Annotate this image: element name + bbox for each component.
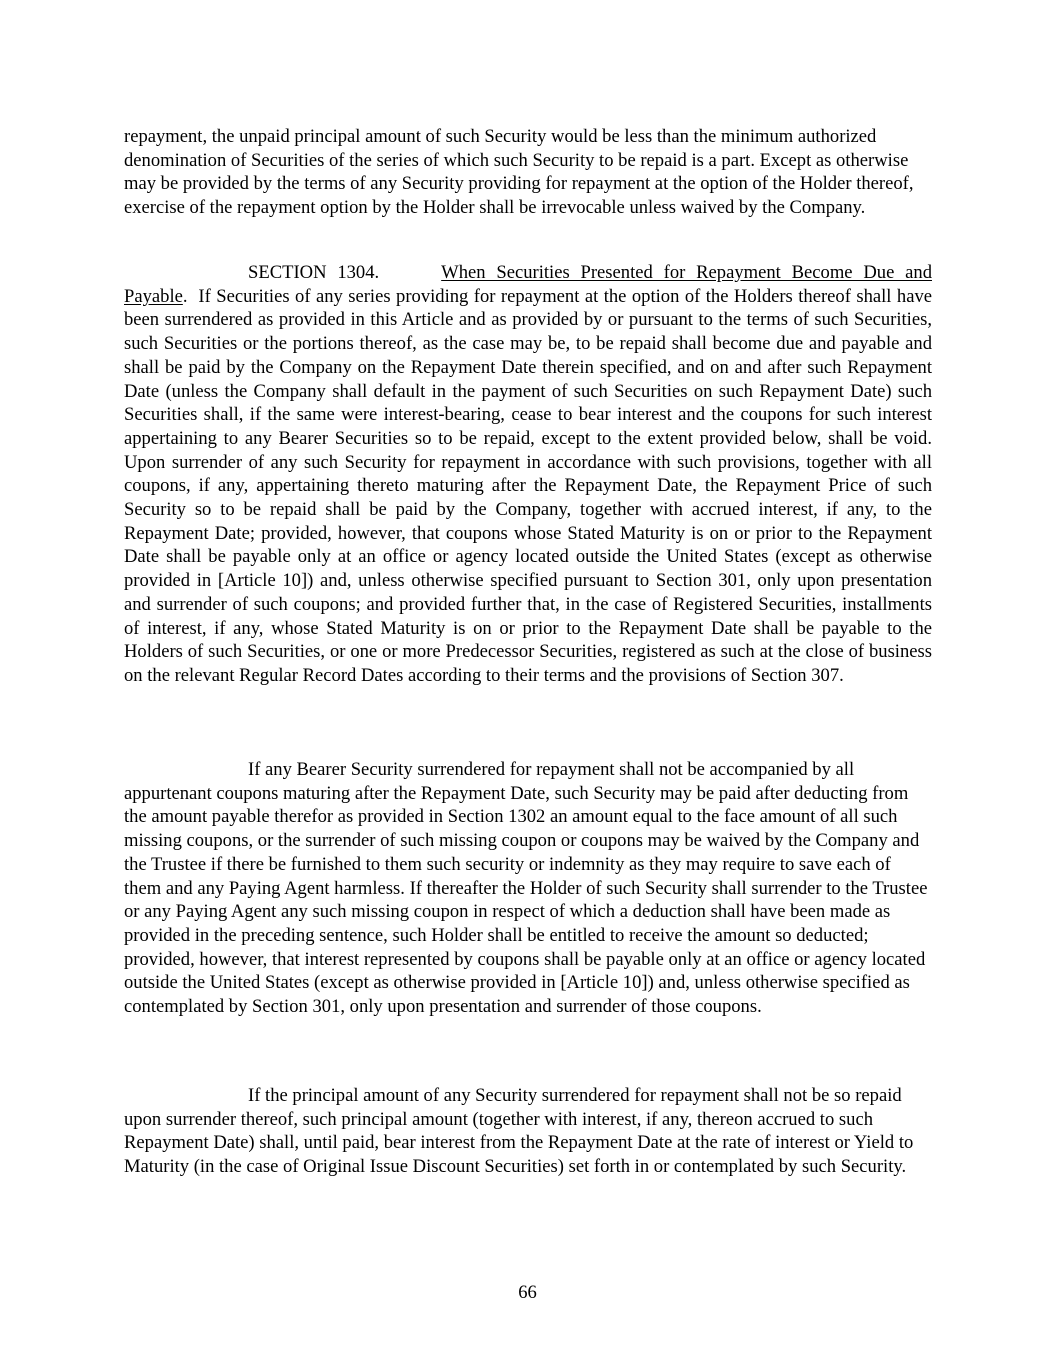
section-1304-paragraph (124, 261, 932, 688)
paragraph-continuation: repayment, the unpaid principal amount of such Security would be less than the minimum authorized denomination of Securities of the series of which such Security to be repaid is a part. Except as otherwise may be provided by the terms of any Security providing for repayment at the option of the Holder thereof, exercise of the repayment option by the Holder shall be irrevocable unless waived by the Company. (124, 126, 914, 219)
section-heading: When Securities Presented for Repayment Become Due and Payable (124, 262, 932, 307)
page-number: 66 (518, 1282, 537, 1303)
section-body: If Securities of any series providing for repayment at the option of the Holders thereof shall have been surrendered as provided in this Article and as provided by or pursuant to the terms of such Securities, such Securities or the portions thereof, as the case may be, to be repaid shall become due and payable and shall be paid by the Company on the Repayment Date therein specified, and on and after such Repayment Date (unless the Company shall default in the payment of such Securities on such Repayment Date) such Securities shall, if the same were interest-bearing, cease to bear interest and the coupons for such interest appertaining to any Bearer Securities so to be repaid, except to the extent provided below, shall be void. Upon surrender of any such Security for repayment in accordance with such provisions, together with all coupons, if any, appertaining thereto maturing after the Repayment Date, the Repayment Price of such Security so to be repaid shall be paid by the Company, together with accrued interest, if any, to the Repayment Date; provided, however, that coupons whose Stated Maturity is on or prior to the Repayment Date shall be payable only at an office or agency located outside the United States (except as otherwise provided in [Article 10]) and, unless otherwise specified pursuant to Section 301, only upon presentation and surrender of such coupons; and provided further that, in the case of Registered Securities, installments of interest, if any, whose Stated Maturity is on or prior to the Repayment Date shall be payable to the Holders of such Securities, or one or more Predecessor Securities, registered as such at the close of business on the relevant Regular Record Dates according to their terms and the provisions of Section 307. (124, 285, 932, 686)
unpaid-principal-paragraph: If the principal amount of any Security surrendered for repayment shall not be so repaid upon surrender thereof, such principal amount (together with interest, if any, thereon accrued to such Repayment Date) shall, until paid, bear interest from the Repayment Date at the rate of interest or Yield to Maturity (in the case of Original Issue Discount Securities) set forth in or contemplated by such Security. (124, 1085, 914, 1178)
section-number: SECTION 1304. (248, 262, 380, 283)
section-heading-period: . (182, 285, 188, 307)
missing-coupons-paragraph: If any Bearer Security surrendered for repayment shall not be accompanied by all appurtenant coupons maturing after the Repayment Date, such Security may be paid after deducting from the amount payable therefor as provided in Section 1302 an amount equal to the face amount of all such missing coupons, or the surrender of such missing coupon or coupons may be waived by the Company and the Trustee if there be furnished to them such security or indemnity as they may require to save each of them and any Paying Agent harmless. If thereafter the Holder of such Security shall surrender to the Trustee or any Paying Agent any such missing coupon in respect of which a deduction shall have been made as provided in the preceding sentence, such Holder shall be entitled to receive the amount so deducted; provided, however, that interest represented by coupons shall be payable only at an office or agency located outside the United States (except as otherwise provided in [Article 10]) and, unless otherwise specified as contemplated by Section 301, only upon presentation and surrender of those coupons. (124, 759, 928, 1018)
